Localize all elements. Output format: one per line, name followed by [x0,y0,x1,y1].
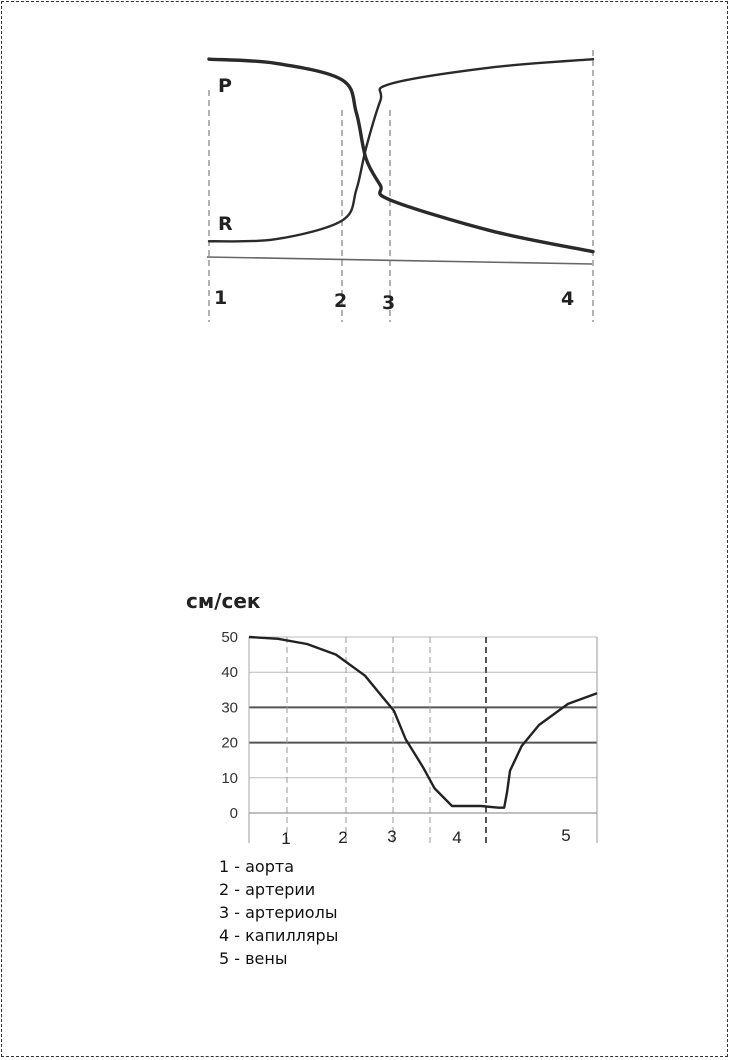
velocity-series-line [249,637,597,808]
velocity-legend [219,855,338,970]
y-axis-unit: см/сек [186,589,261,613]
legend-item: 2 - артерии [219,880,316,899]
y-tick-label: 30 [221,699,238,717]
x-tick-label: 1 [214,287,228,309]
x-tick-label: 2 [338,828,348,847]
x-tick-label: 2 [334,290,348,312]
x-tick-label: 3 [382,292,396,314]
legend-item: 1 - аорта [219,857,294,876]
legend-item: 5 - вены [219,949,288,968]
x-tick-label: 5 [561,826,571,845]
curve-label-p: P [218,75,232,97]
y-tick-label: 10 [221,769,238,787]
legend-item: 4 - капилляры [219,926,339,945]
y-tick-label: 20 [221,734,238,752]
curve-label-r: R [218,213,233,235]
x-tick-label: 3 [387,827,397,846]
legend-item: 3 - артериолы [219,903,338,922]
x-tick-label: 1 [281,829,291,848]
y-tick-label: 40 [221,664,238,682]
y-tick-label: 50 [221,629,238,646]
y-tick-label: 0 [229,805,238,822]
x-tick-label: 4 [452,828,462,847]
x-tick-label: 4 [561,288,575,310]
